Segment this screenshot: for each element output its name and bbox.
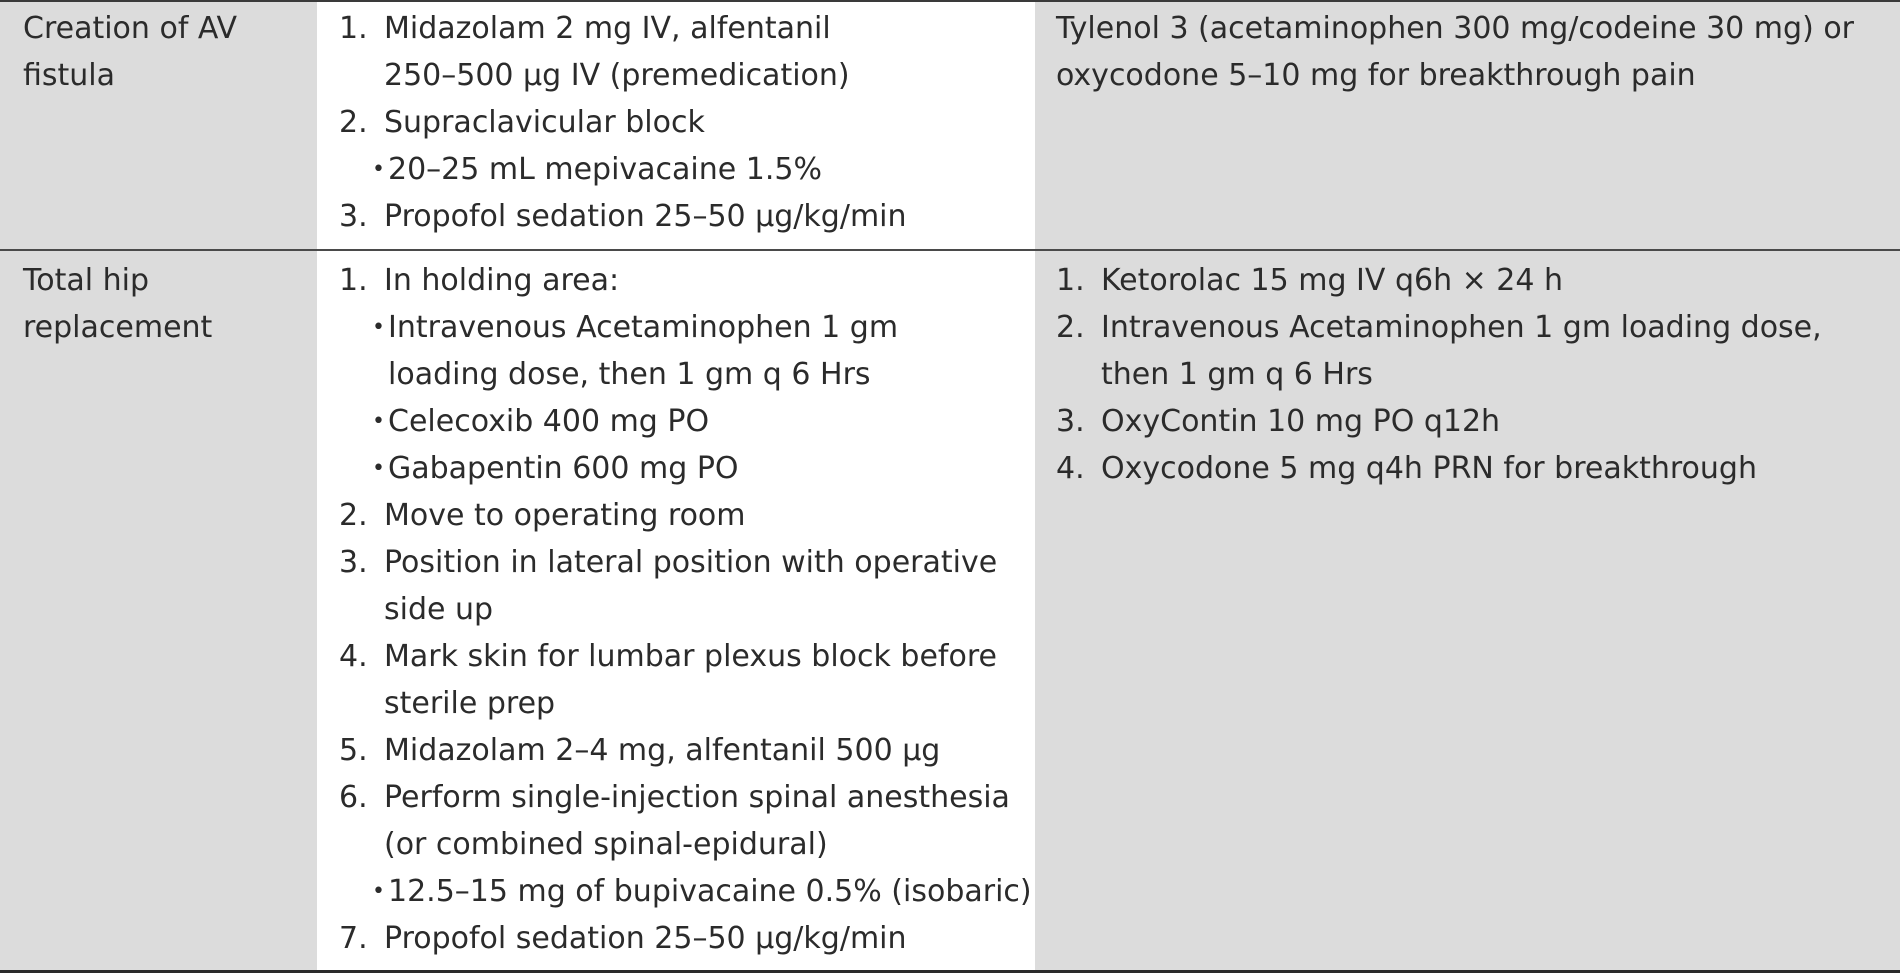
- list-item: [339, 774, 1035, 915]
- sub-list-item: [372, 868, 1035, 915]
- item-number: 3.: [1056, 404, 1085, 439]
- item-text: Position in lateral position with operative side up: [384, 545, 998, 627]
- postop-list: [1056, 257, 1900, 492]
- item-text: In holding area:: [384, 263, 620, 298]
- list-item: [339, 257, 1035, 492]
- item-text: Ketorolac 15 mg IV q6h × 24 h: [1101, 263, 1564, 298]
- anesthesia-cell: [317, 2, 1035, 250]
- item-text: Perform single-injection spinal anesthesia (or combined spinal-epidural): [384, 780, 1010, 862]
- postop-text: Tylenol 3 (acetaminophen 300 mg/codeine 30 mg) or oxycodone 5–10 mg for breakthrough pain: [1056, 11, 1855, 93]
- item-text: Midazolam 2 mg IV, alfentanil 250–500 µg IV (premedication): [384, 11, 850, 93]
- postop-cell: [1035, 2, 1900, 250]
- list-item: [339, 99, 1035, 193]
- list-item: [1056, 257, 1900, 304]
- item-number: 6.: [339, 780, 368, 815]
- bullet-icon: •: [372, 409, 385, 434]
- sub-item-text: Intravenous Acetaminophen 1 gm loading dose, then 1 gm q 6 Hrs: [388, 310, 899, 392]
- item-text: OxyContin 10 mg PO q12h: [1101, 404, 1501, 439]
- sub-item-text: 20–25 mL mepivacaine 1.5%: [388, 152, 822, 187]
- item-text: Midazolam 2–4 mg, alfentanil 500 µg: [384, 733, 941, 768]
- item-number: 1.: [339, 263, 368, 298]
- item-text: Intravenous Acetaminophen 1 gm loading dose, then 1 gm q 6 Hrs: [1101, 310, 1822, 392]
- list-item: [339, 492, 1035, 539]
- sub-list-item: [372, 445, 1035, 492]
- item-number: 3.: [339, 545, 368, 580]
- item-number: 5.: [339, 733, 368, 768]
- list-item: [339, 915, 1035, 962]
- bullet-icon: •: [372, 157, 385, 182]
- item-number: 4.: [339, 639, 368, 674]
- sub-item-text: 12.5–15 mg of bupivacaine 0.5% (isobaric): [388, 874, 1032, 909]
- postop-cell: [1035, 251, 1900, 971]
- sub-list-item: [372, 146, 1035, 193]
- item-number: 4.: [1056, 451, 1085, 486]
- item-number: 2.: [339, 105, 368, 140]
- item-text: Propofol sedation 25–50 µg/kg/min: [384, 199, 907, 234]
- table-row: [0, 2, 1900, 250]
- procedure-cell: [0, 251, 317, 971]
- item-text: Propofol sedation 25–50 µg/kg/min: [384, 921, 907, 956]
- anesthesia-list: [339, 5, 1035, 240]
- sub-list: [372, 868, 1035, 915]
- item-number: 7.: [339, 921, 368, 956]
- sub-list: [372, 304, 1035, 492]
- list-item: [339, 193, 1035, 240]
- anesthesia-list: [339, 257, 1035, 962]
- item-number: 1.: [1056, 263, 1085, 298]
- sub-list-item: [372, 398, 1035, 445]
- item-text: Mark skin for lumbar plexus block before sterile prep: [384, 639, 997, 721]
- bullet-icon: •: [372, 456, 385, 481]
- list-item: [339, 633, 1035, 727]
- sub-item-text: Gabapentin 600 mg PO: [388, 451, 739, 486]
- sub-item-text: Celecoxib 400 mg PO: [388, 404, 710, 439]
- item-text: Move to operating room: [384, 498, 746, 533]
- table-row: [0, 251, 1900, 971]
- bullet-icon: •: [372, 315, 385, 340]
- item-number: 2.: [339, 498, 368, 533]
- procedure-name: Creation of AV fistula: [23, 11, 238, 93]
- anesthesia-cell: [317, 251, 1035, 971]
- list-item: [1056, 445, 1900, 492]
- item-number: 2.: [1056, 310, 1085, 345]
- item-number: 3.: [339, 199, 368, 234]
- item-number: 1.: [339, 11, 368, 46]
- procedure-cell: [0, 2, 317, 250]
- item-text: Oxycodone 5 mg q4h PRN for breakthrough: [1101, 451, 1757, 486]
- list-item: [339, 539, 1035, 633]
- list-item: [339, 727, 1035, 774]
- item-text: Supraclavicular block: [384, 105, 705, 140]
- list-item: [339, 5, 1035, 99]
- bullet-icon: •: [372, 879, 385, 904]
- list-item: [1056, 398, 1900, 445]
- sub-list-item: [372, 304, 1035, 398]
- list-item: [1056, 304, 1900, 398]
- procedure-name: Total hip replacement: [23, 263, 213, 345]
- sub-list: [372, 146, 1035, 193]
